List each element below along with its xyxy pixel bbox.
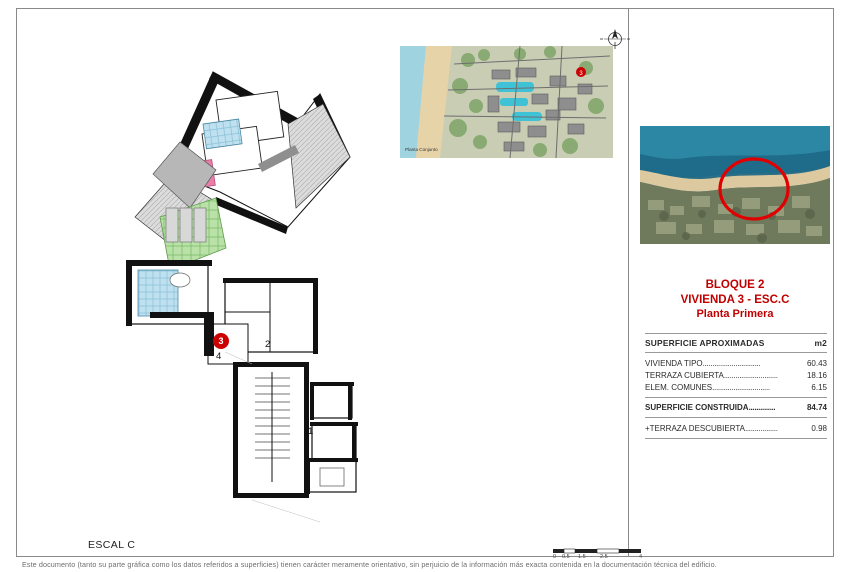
areas-table — [645, 333, 827, 439]
aerial-photo — [640, 126, 830, 244]
frame-divider-vertical — [628, 8, 629, 556]
title-line-floor: Planta Primera — [696, 308, 774, 321]
unit-title-block — [640, 278, 830, 322]
areas-header-units: m2 — [814, 338, 827, 348]
plan-scale-label: ESCAL C — [88, 539, 136, 551]
room-marker-4-label: 4 — [216, 351, 222, 362]
room-marker-1-label: 1 — [308, 426, 314, 437]
area-label-text: TERRAZA CUBIERTA — [645, 370, 724, 380]
area-label-text: ELEM. COMUNES — [645, 382, 713, 392]
area-row-label — [645, 383, 770, 392]
area-row-value: 60.43 — [806, 358, 827, 368]
title-panel — [637, 8, 833, 556]
areas-extra-dots: ................. — [744, 424, 778, 433]
area-dots: .............................. — [712, 382, 770, 392]
table-row — [645, 357, 827, 369]
legal-disclaimer: Este documento (tanto su parte gráfica como los datos referidos a superficies) tienen carácter meramente orientativo, sin perjuicio de la información más exacta contenida en la documentación técnica del edificio. — [22, 560, 717, 569]
areas-total-label-text: SUPERFICIE CONSTRUIDA — [645, 403, 749, 412]
areas-extra-value: 0.98 — [811, 424, 827, 433]
scale-tick-0: 0 — [553, 554, 557, 560]
areas-total-value: 84.74 — [806, 403, 827, 412]
area-label-text: VIVIENDA TIPO — [645, 358, 703, 368]
area-row-label — [645, 371, 778, 380]
site-plan-caption: Planta Conjunto — [405, 147, 438, 152]
areas-rule-4 — [645, 438, 827, 439]
area-row-value: 6.15 — [811, 382, 827, 392]
site-plan-image — [400, 46, 613, 158]
areas-extra-row — [645, 418, 827, 438]
scale-tick-4: 4 — [639, 554, 643, 560]
area-dots: ............................ — [723, 370, 778, 380]
scale-tick-3: 2.5 — [600, 554, 608, 560]
room-marker-4 — [216, 351, 221, 362]
title-line-unit: VIVIENDA 3 - ESC.C — [680, 293, 790, 306]
frame-border-bottom — [16, 556, 834, 557]
areas-extra-label — [645, 424, 778, 433]
areas-total-row — [645, 398, 827, 417]
areas-total-dots: .............. — [748, 403, 776, 412]
title-line-block: BLOQUE 2 — [705, 279, 765, 291]
areas-extra-label-text: +TERRAZA DESCUBIERTA — [645, 424, 745, 433]
scale-tick-1: 0.5 — [562, 554, 570, 560]
room-marker-1 — [308, 426, 313, 437]
area-row-value: 18.16 — [806, 370, 827, 380]
table-row — [645, 381, 827, 393]
svg-text:3: 3 — [579, 71, 583, 77]
areas-header-label: SUPERFICIE APROXIMADAS — [645, 338, 765, 348]
area-row-label — [645, 359, 760, 368]
areas-header-row — [645, 334, 827, 352]
room-marker-3 — [213, 333, 229, 349]
area-dots: .............................. — [702, 358, 761, 368]
areas-total-label — [645, 403, 775, 412]
room-marker-3-label: 3 — [218, 336, 224, 346]
frame-border-left — [16, 8, 17, 556]
table-row — [645, 369, 827, 381]
frame-border-right — [833, 8, 834, 556]
scale-tick-2: 1.5 — [578, 554, 586, 560]
room-marker-2 — [265, 339, 270, 350]
room-marker-2-label: 2 — [265, 339, 271, 350]
areas-rows — [645, 353, 827, 397]
